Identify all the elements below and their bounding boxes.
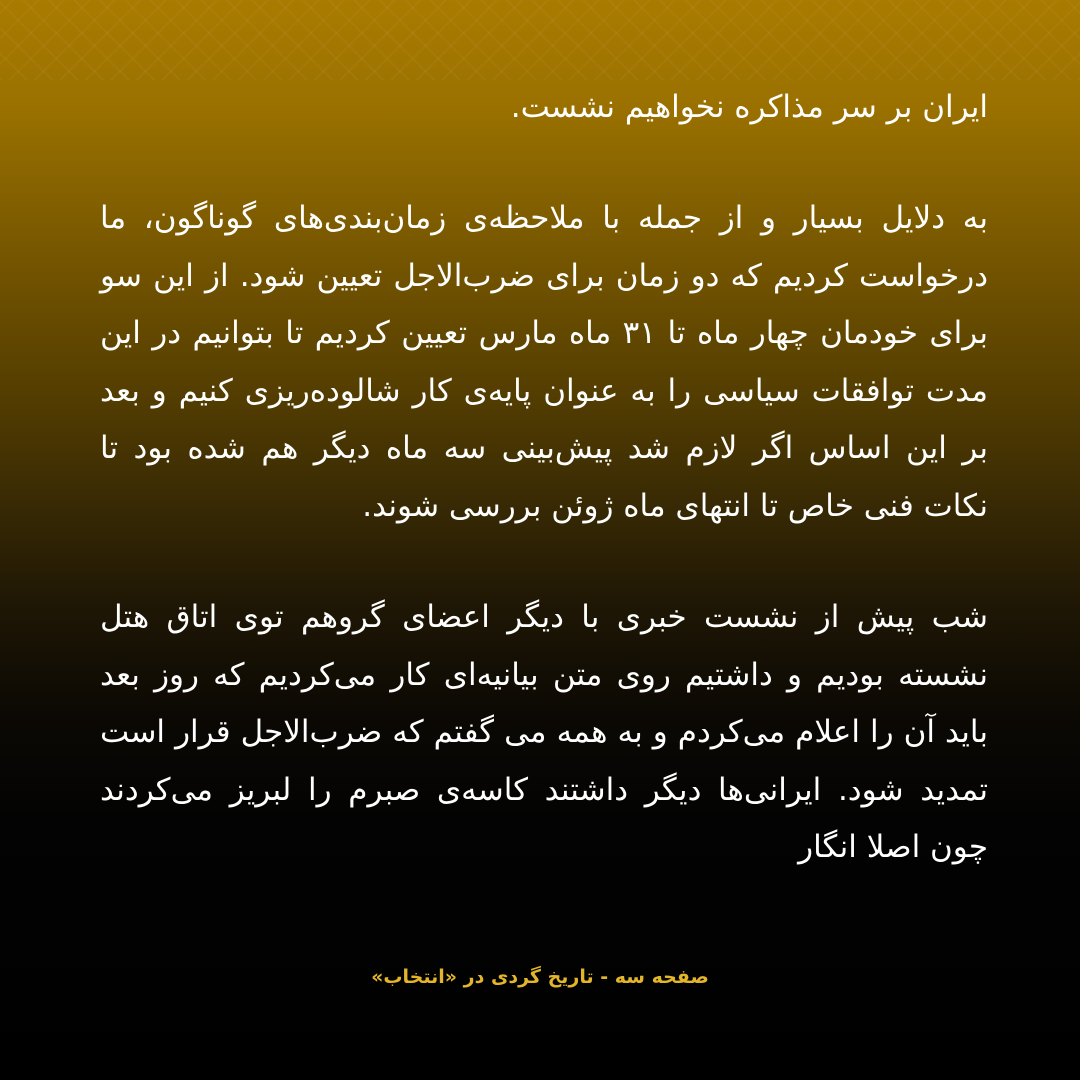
- article-body: [100, 78, 988, 877]
- footer-caption: صفحه سه - تاریخ گردی در «انتخاب»: [371, 966, 709, 988]
- background-pattern: [0, 0, 1080, 80]
- headline: ایران بر سر مذاکره نخواهیم نشست.: [510, 89, 988, 125]
- paragraph-2: شب پیش از نشست خبری با دیگر اعضای گروهم توی اتاق هتل نشسته بودیم و داشتیم روی متن بیانیه‌ای کار می‌کردیم که روز بعد باید آن را اعلام می‌کردم و به همه می گفتم که ضرب‌الاجل قرار است تمدید شود. ایرانی‌ها دیگر داشتند کاسه‌ی صبرم را لبریز می‌کردند چون اصلا انگار: [100, 599, 988, 865]
- paragraph-1: به دلایل بسیار و از جمله با ملاحظه‌ی زمان‌بندی‌های گوناگون، ما درخواست کردیم که دو زمان برای ضرب‌الاجل تعیین شود. از این سو برای خودمان چهار ماه تا ۳۱ ماه مارس تعیین کردیم تا بتوانیم در این مدت توافقات سیاسی را به عنوان پایه‌ی کار شالوده‌ریزی کنیم و بعد بر این اساس اگر لازم شد پیش‌بینی سه ماه دیگر هم شده بود تا نکات فنی خاص تا انتهای ماه ژوئن بررسی شوند.: [100, 200, 988, 524]
